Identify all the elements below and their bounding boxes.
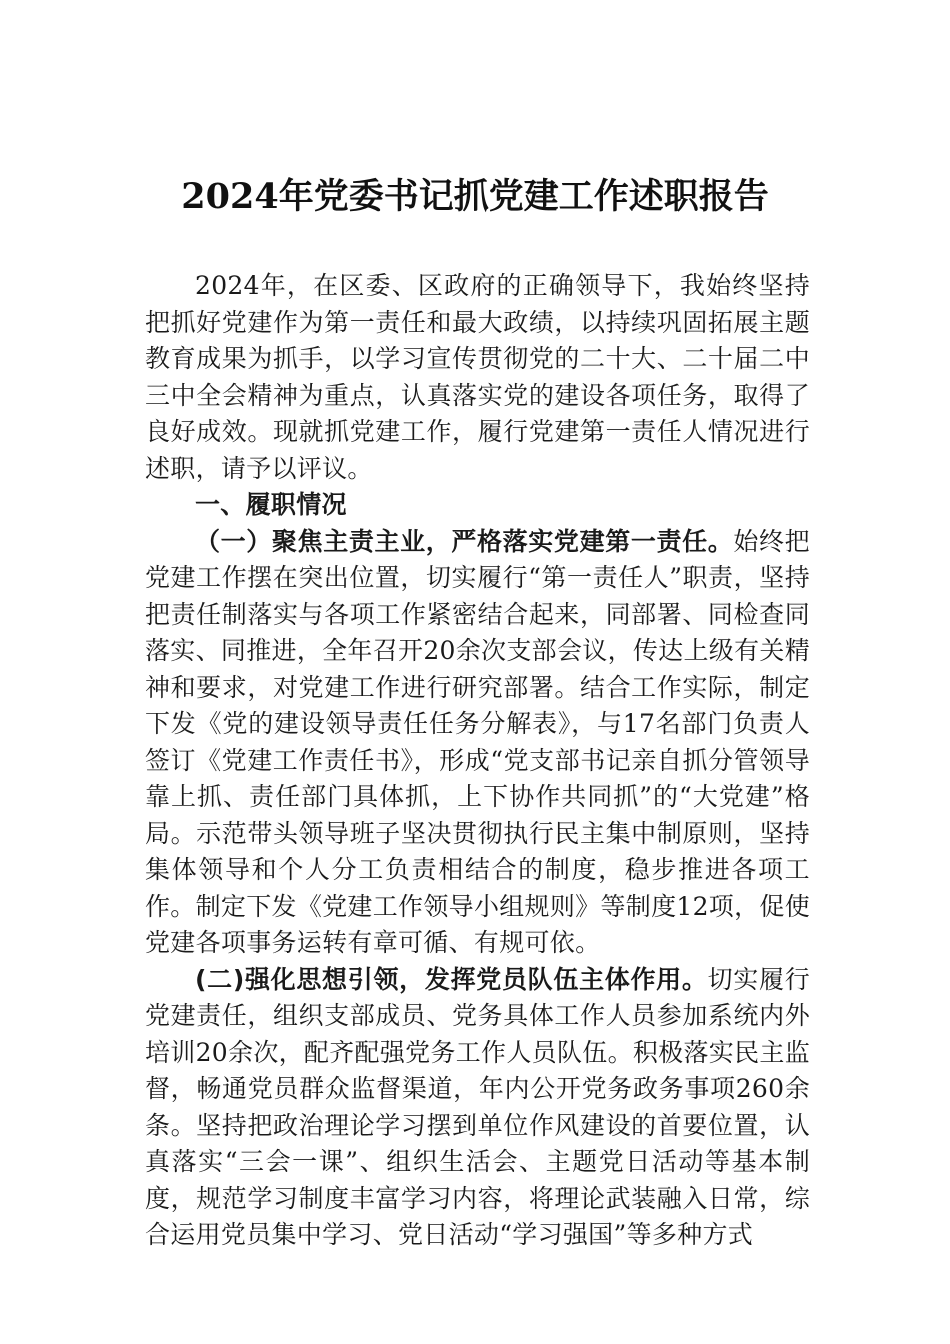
paragraph-1: [145, 524, 810, 962]
paragraph-1-lead: （一）聚焦主责主业，严格落实党建第一责任。: [195, 526, 734, 556]
paragraph-2-body: 切实履行党建责任，组织支部成员、党务具体工作人员参加系统内外培训20余次，配齐配强党务工作人员队伍。积极落实民主监督，畅通党员群众监督渠道，年内公开党务政务事项260余条。坚持把政治理论学习摆到单位作风建设的首要位置，认真落实“三会一课”、组织生活会、主题党日活动等基本制度，规范学习制度丰富学习内容，将理论武装融入日常，综合运用党员集中学习、党日活动“学习强国”等多种方式: [145, 964, 810, 1249]
document-title: 2024年党委书记抓党建工作述职报告: [181, 176, 769, 217]
intro-paragraph: 2024年，在区委、区政府的正确领导下，我始终坚持把抓好党建作为第一责任和最大政绩，以持续巩固拓展主题教育成果为抓手，以学习宣传贯彻党的二十大、二十届二中三中全会精神为重点，认真落实党的建设各项任务，取得了良好成效。现就抓党建工作，履行党建第一责任人情况进行述职，请予以评议。: [145, 271, 810, 483]
paragraph-2: [145, 962, 810, 1254]
section-heading: 一、履职情况: [195, 490, 347, 519]
paragraph-1-body: 始终把党建工作摆在突出位置，切实履行“第一责任人”职责，坚持把责任制落实与各项工作紧密结合起来，同部署、同检查同落实、同推进，全年召开20余次支部会议，传达上级有关精神和要求，对党建工作进行研究部署。结合工作实际，制定下发《党的建设领导责任任务分解表》，与17名部门负责人签订《党建工作责任书》，形成“党支部书记亲自抓分管领导靠上抓、责任部门具体抓，上下协作共同抓”的“大党建”格局。示范带头领导班子坚决贯彻执行民主集中制原则，坚持集体领导和个人分工负责相结合的制度，稳步推进各项工作。制定下发《党建工作领导小组规则》等制度12项，促使党建各项事务运转有章可循、有规可依。: [145, 526, 810, 957]
document-body: [145, 268, 810, 1254]
paragraph-2-lead: (二)强化思想引领，发挥党员队伍主体作用。: [195, 964, 708, 994]
